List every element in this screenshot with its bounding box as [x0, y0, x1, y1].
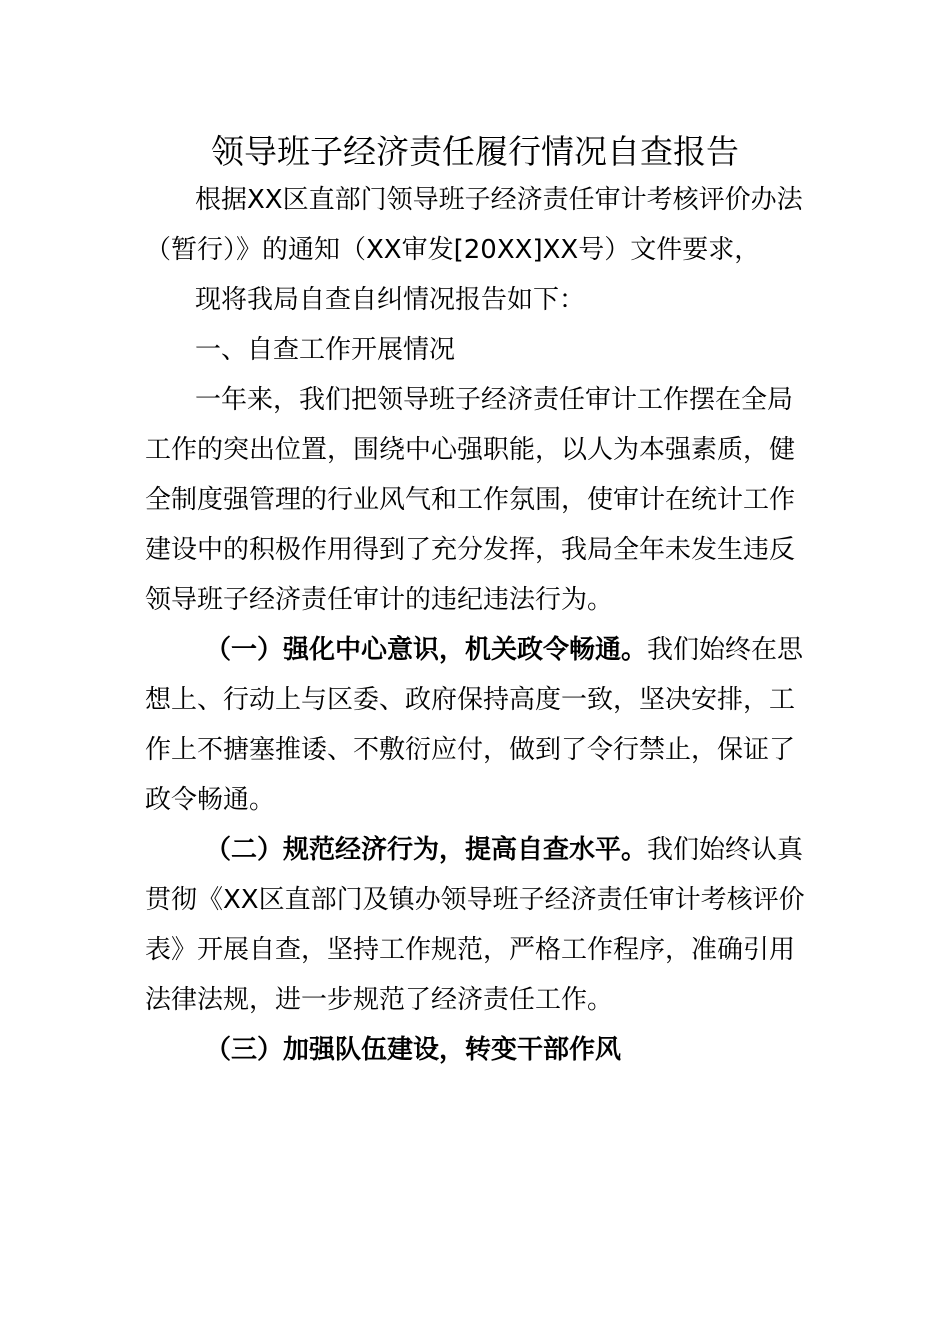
paragraph-line: 建设中的积极作用得到了充分发挥，我局全年未发生违反	[145, 535, 796, 565]
paragraph-line: 一年来，我们把领导班子经济责任审计工作摆在全局	[195, 385, 794, 415]
subsection-two-line	[205, 830, 810, 870]
paragraph-line: 根据XX区直部门领导班子经济责任审计考核评价办法	[195, 185, 803, 215]
subsection-one-heading: （一）强化中心意识，机关政令畅通。	[205, 635, 648, 665]
subsection-two-text: 我们始终认真	[647, 835, 804, 865]
section-heading: 一、自查工作开展情况	[195, 335, 456, 365]
paragraph-line: （暂行）》的通知（XX审发[20XX]XX号）文件要求，	[145, 235, 761, 265]
subsection-one-text: 我们始终在思	[647, 635, 804, 665]
paragraph-line: 政令畅通。	[145, 785, 276, 815]
paragraph-line: 贯彻《XX区直部门及镇办领导班子经济责任审计考核评价	[145, 885, 805, 915]
paragraph-line: 作上不搪塞推诿、不敷衍应付，做到了令行禁止，保证了	[145, 735, 796, 765]
subsection-one-line	[205, 630, 810, 670]
paragraph-line: 法律法规，进一步规范了经济责任工作。	[145, 985, 614, 1015]
paragraph-line: 工作的突出位置，围绕中心强职能，以人为本强素质，健	[145, 435, 796, 465]
paragraph-line: 表》开展自查，坚持工作规范，严格工作程序，准确引用	[145, 935, 796, 965]
document-title: 领导班子经济责任履行情况自查报告	[211, 132, 739, 171]
paragraph-line: 全制度强管理的行业风气和工作氛围，使审计在统计工作	[145, 485, 796, 515]
paragraph-line: 领导班子经济责任审计的违纪违法行为。	[145, 585, 614, 615]
subsection-two-heading: （二）规范经济行为，提高自查水平。	[205, 835, 648, 865]
paragraph-line: 现将我局自查自纠情况报告如下：	[195, 285, 586, 315]
subsection-three-heading: （三）加强队伍建设，转变干部作风	[205, 1035, 622, 1065]
paragraph-line: 想上、行动上与区委、政府保持高度一致，坚决安排，工	[145, 685, 796, 715]
